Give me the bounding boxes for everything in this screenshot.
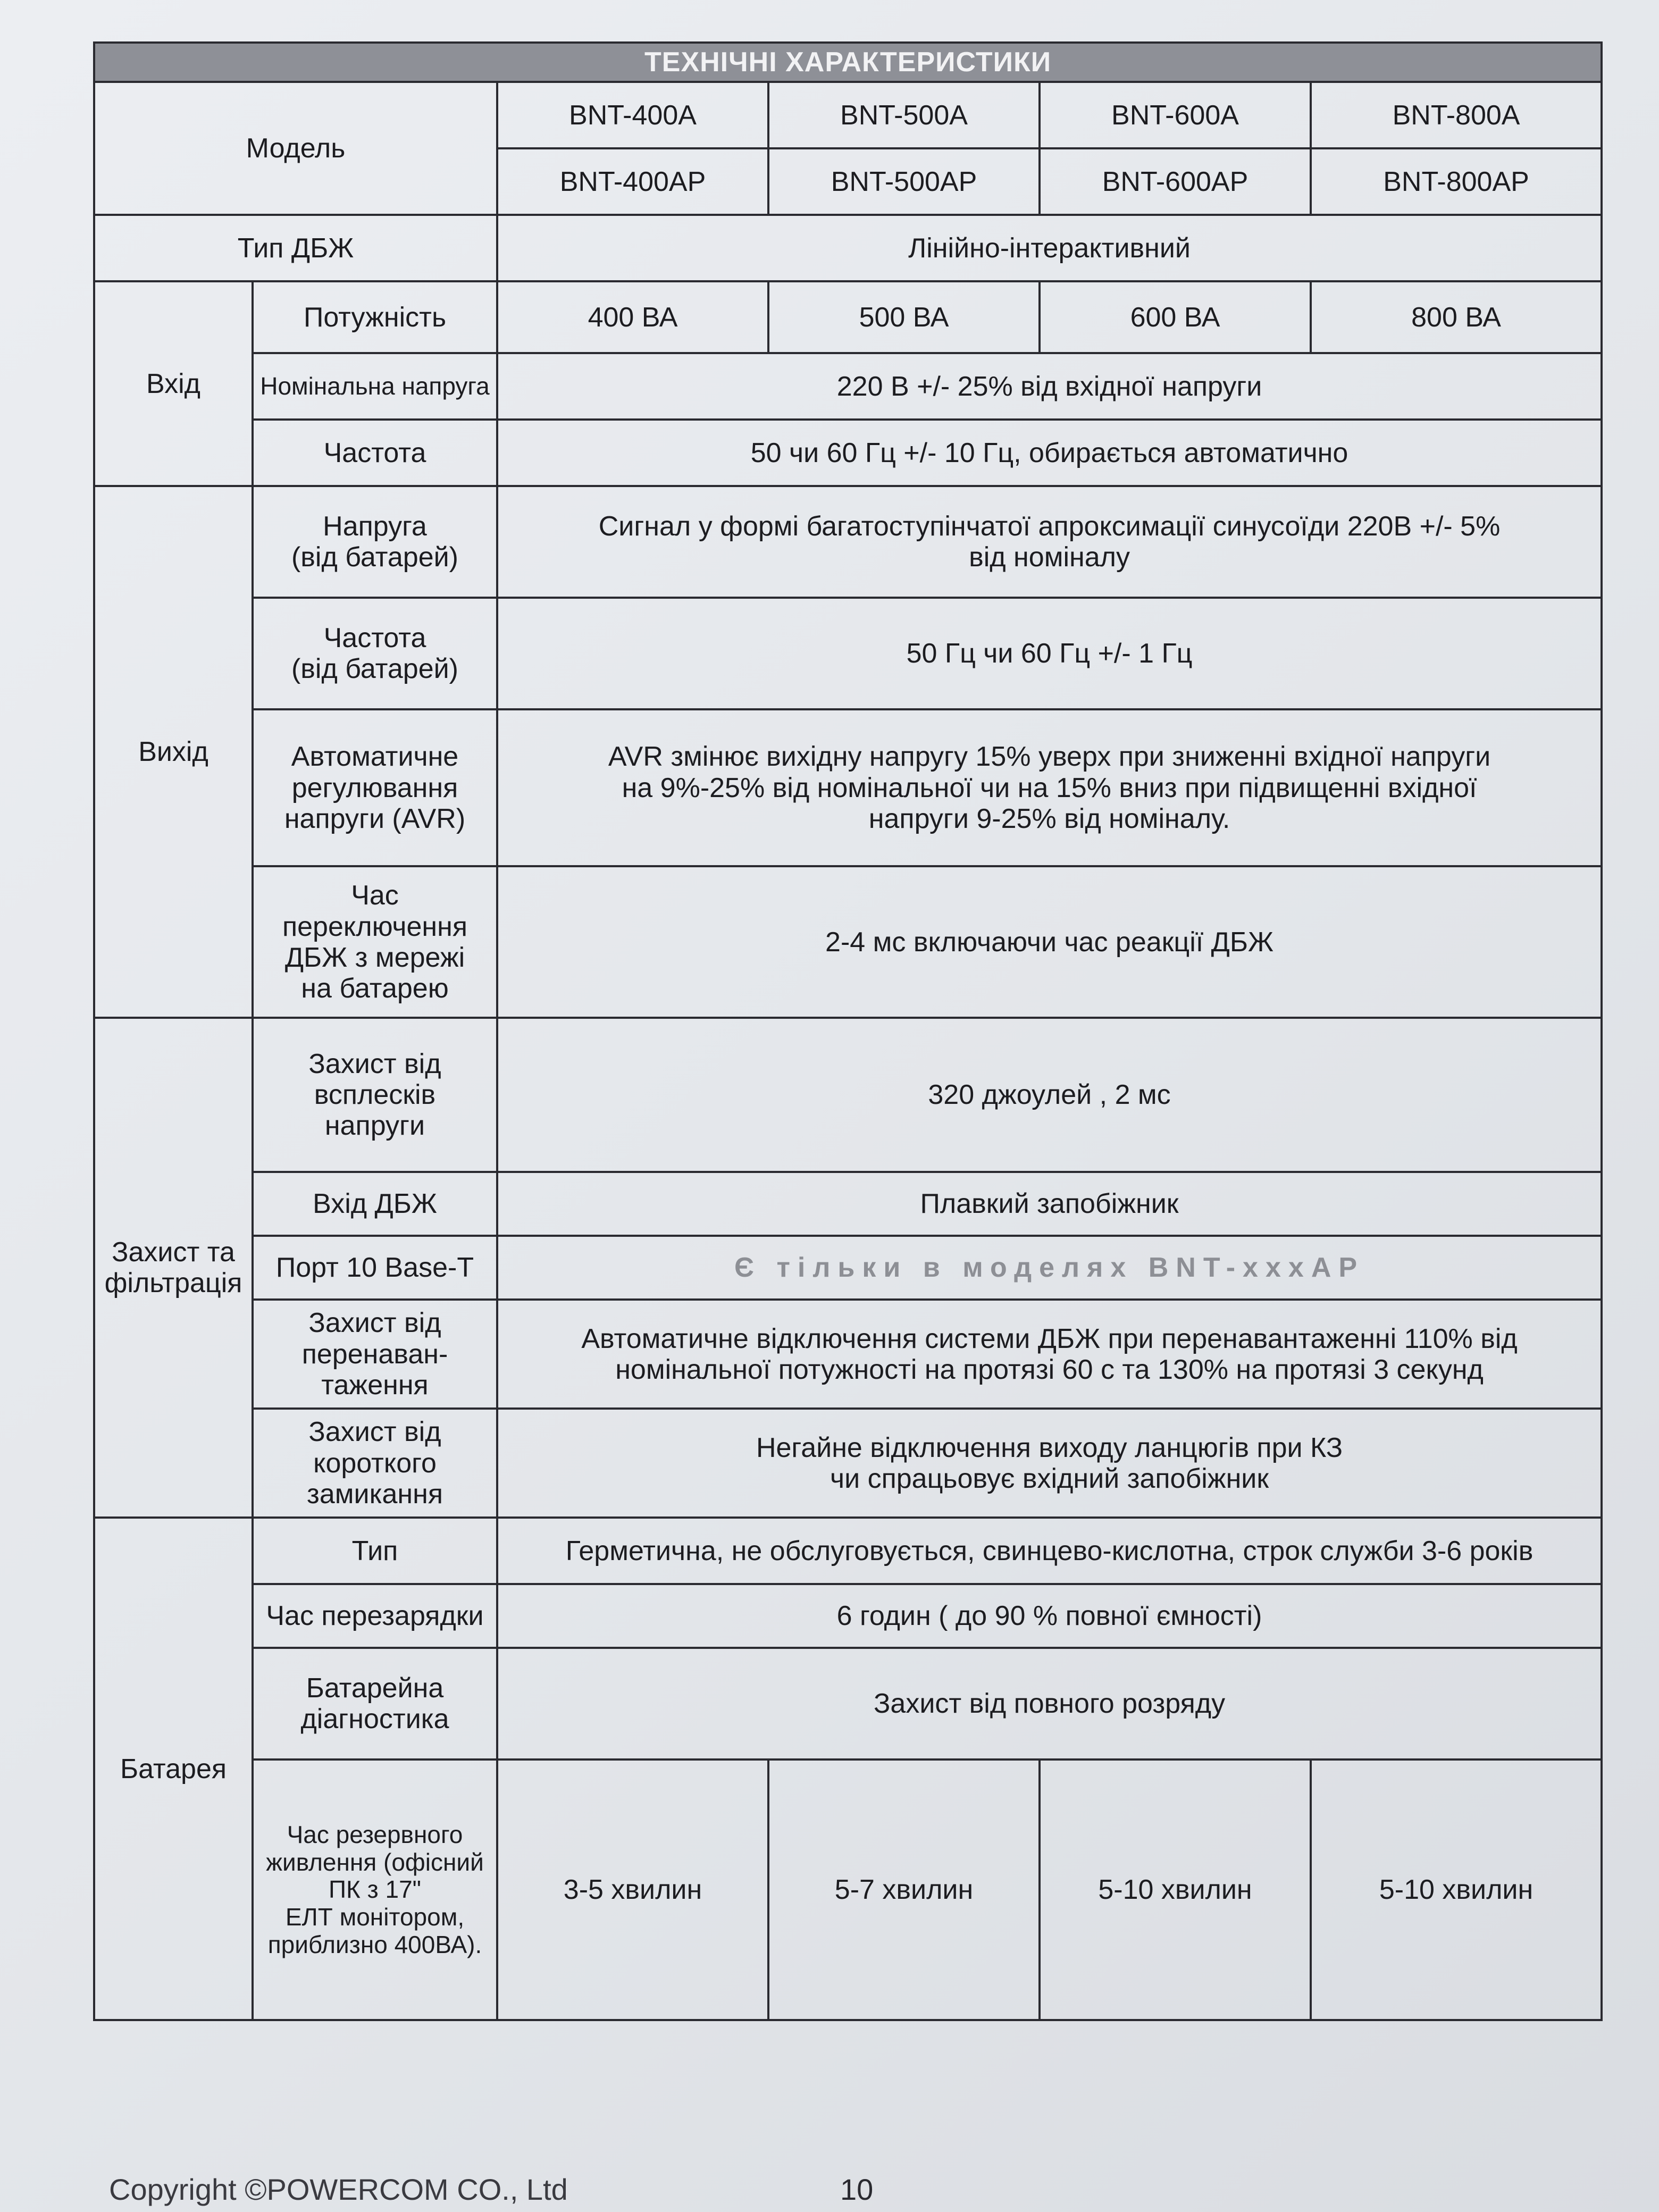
label-line: Автоматичне [291, 741, 459, 773]
model-cell: BNT-500AP [768, 148, 1040, 215]
backup-time-value: 3-5 хвилин [497, 1759, 768, 2020]
diagnostics-label [253, 1648, 497, 1759]
diagnostics-value: Захист від повного розряду [497, 1648, 1602, 1759]
label-line: на батарею [301, 973, 449, 1004]
ups-type-value: Лінійно-інтерактивний [497, 215, 1602, 281]
label-line: короткого [313, 1447, 437, 1479]
backup-time-value: 5-10 хвилин [1040, 1759, 1311, 2020]
label-line: Час [351, 880, 399, 911]
output-switch-row [94, 866, 1602, 1018]
label-line: замикання [307, 1478, 443, 1510]
battery-type-label: Тип [253, 1518, 497, 1584]
label-line: (від батарей) [291, 653, 458, 685]
label-line: регулювання [291, 772, 458, 803]
diagnostics-row [94, 1648, 1602, 1759]
ups-type-row [94, 215, 1602, 281]
model-cell: BNT-600A [1040, 82, 1311, 148]
avr-label [253, 709, 497, 866]
model-row-1 [94, 82, 1602, 148]
label-line: живлення (офісний [266, 1848, 484, 1876]
overload-label [253, 1300, 497, 1409]
power-value: 600 ВА [1040, 281, 1311, 353]
port-value: Є тільки в моделях BNT-xxxAP [497, 1236, 1602, 1300]
output-voltage-label [253, 486, 497, 598]
label-line: Захист від [308, 1308, 441, 1339]
specs-table [93, 41, 1603, 2021]
label-line: приблизно 400ВА). [267, 1930, 482, 1958]
label-line: Батарейна [306, 1673, 444, 1704]
ups-input-label: Вхід ДБЖ [253, 1172, 497, 1236]
output-frequency-label [253, 598, 497, 709]
label-line: напруги (AVR) [284, 803, 466, 834]
value-line: AVR змінює вихідну напругу 15% уверх при зниженні вхідної напруги [608, 741, 1491, 773]
model-cell: BNT-400AP [497, 148, 768, 215]
battery-type-row [94, 1518, 1602, 1584]
battery-type-value: Герметична, не обслуговується, свинцево-кислотна, строк служби 3-6 років [497, 1518, 1602, 1584]
model-cell: BNT-500A [768, 82, 1040, 148]
protection-group-label [94, 1018, 253, 1518]
value-line: Сигнал у формі багатоступінчатої апроксимації синусоїди 220В +/- 5% [598, 511, 1501, 542]
value-line: Автоматичне відключення системи ДБЖ при перенавантаженні 110% від [581, 1323, 1518, 1354]
avr-value [497, 709, 1602, 866]
power-value: 500 ВА [768, 281, 1040, 353]
label-line: перенаван- [301, 1338, 448, 1370]
switch-time-label [253, 866, 497, 1018]
output-frequency-value: 50 Гц чи 60 Гц +/- 1 Гц [497, 598, 1602, 709]
overload-value [497, 1300, 1602, 1409]
ups-type-label: Тип ДБЖ [94, 215, 497, 281]
table-title: ТЕХНІЧНІ ХАРАКТЕРИСТИКИ [94, 43, 1602, 82]
input-frequency-value: 50 чи 60 Гц +/- 10 Гц, обирається автоматично [497, 420, 1602, 486]
port-row [94, 1236, 1602, 1300]
label-line: Захист та [112, 1237, 235, 1268]
recharge-label: Час перезарядки [253, 1584, 497, 1648]
power-value: 800 ВА [1311, 281, 1602, 353]
recharge-value: 6 годин ( до 90 % повної ємності) [497, 1584, 1602, 1648]
power-label: Потужність [253, 281, 497, 353]
label-line: напруги [324, 1110, 425, 1142]
input-power-row [94, 281, 1602, 353]
label-line: ЕЛТ монітором, [285, 1903, 465, 1931]
input-voltage-row [94, 353, 1602, 420]
input-frequency-row [94, 420, 1602, 486]
port-label: Порт 10 Base-T [253, 1236, 497, 1300]
value-line: напруги 9-25% від номіналу. [868, 803, 1230, 834]
battery-group-label: Батарея [94, 1518, 253, 2020]
output-avr-row [94, 709, 1602, 866]
copyright-text: Copyright ©POWERCOM CO., Ltd [109, 2173, 568, 2206]
recharge-row [94, 1584, 1602, 1648]
nominal-voltage-label: Номінальна напруга [253, 353, 497, 420]
output-frequency-row [94, 598, 1602, 709]
short-circuit-label [253, 1409, 497, 1518]
label-line: ДБЖ з мережі [284, 942, 465, 973]
label-line: Частота [323, 623, 426, 653]
value-line: чи спрацьовує вхідний запобіжник [830, 1463, 1269, 1494]
backup-time-value: 5-7 хвилин [768, 1759, 1040, 2020]
model-cell: BNT-600AP [1040, 148, 1311, 215]
value-line: номінальної потужності на протязі 60 с та 130% на протязі 3 секунд [615, 1354, 1484, 1385]
backup-time-row [94, 1759, 1602, 2020]
label-line: Захист від [308, 1417, 441, 1448]
short-circuit-row [94, 1409, 1602, 1518]
label-line: всплесків [314, 1079, 436, 1111]
output-voltage-row [94, 486, 1602, 598]
model-cell: BNT-400A [497, 82, 768, 148]
backup-time-label [253, 1759, 497, 2020]
power-value: 400 ВА [497, 281, 768, 353]
label-line: таження [321, 1369, 429, 1401]
ups-input-row [94, 1172, 1602, 1236]
label-line: ПК з 17" [328, 1875, 421, 1904]
label-line: Захист від [308, 1048, 441, 1079]
model-cell: BNT-800AP [1311, 148, 1602, 215]
value-line: Негайне відключення виходу ланцюгів при КЗ [756, 1432, 1343, 1463]
output-group-label: Вихід [94, 486, 253, 1018]
overload-row [94, 1300, 1602, 1409]
backup-time-value: 5-10 хвилин [1311, 1759, 1602, 2020]
label-line: Час резервного [287, 1821, 463, 1849]
model-cell: BNT-800A [1311, 82, 1602, 148]
label-line: переключення [282, 911, 468, 942]
label-line: фільтрація [104, 1268, 242, 1299]
nominal-voltage-value: 220 В +/- 25% від вхідної напруги [497, 353, 1602, 420]
switch-time-value: 2-4 мс включаючи час реакції ДБЖ [497, 866, 1602, 1018]
label-line: (від батарей) [291, 542, 458, 573]
input-group-label: Вхід [94, 281, 253, 486]
model-label: Модель [94, 82, 497, 215]
value-line: від номіналу [969, 542, 1130, 573]
surge-row [94, 1018, 1602, 1172]
short-circuit-value [497, 1409, 1602, 1518]
specs-table-wrapper [93, 41, 1601, 2021]
ups-input-value: Плавкий запобіжник [497, 1172, 1602, 1236]
input-frequency-label: Частота [253, 420, 497, 486]
surge-value: 320 джоулей , 2 мс [497, 1018, 1602, 1172]
label-line: Напруга [323, 511, 427, 542]
value-line: на 9%-25% від номінальної чи на 15% вниз при підвищенні вхідної [622, 772, 1477, 803]
page-number: 10 [840, 2173, 874, 2206]
output-voltage-value [497, 486, 1602, 598]
surge-label [253, 1018, 497, 1172]
title-row [94, 43, 1602, 82]
label-line: діагностика [300, 1704, 449, 1735]
